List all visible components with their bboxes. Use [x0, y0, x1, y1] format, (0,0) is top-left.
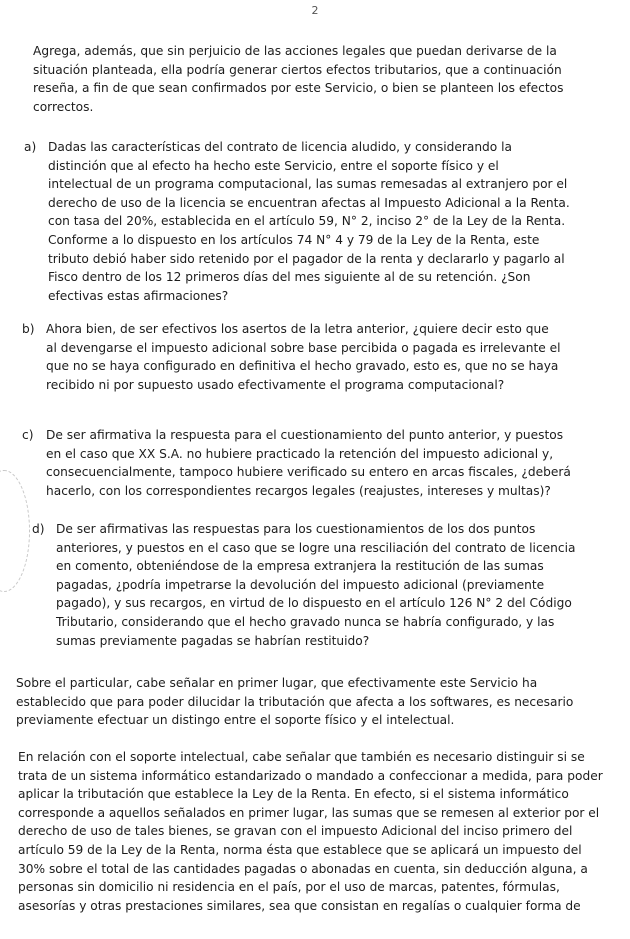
text-line	[22, 320, 610, 339]
text-line	[32, 520, 610, 539]
text-line: consecuencialmente, tampoco hubiere verificado su entero en arcas fiscales, ¿deberá	[46, 465, 571, 480]
text-line: situación planteada, ella podría generar ciertos efectos tributarios, que a continuación	[33, 62, 562, 77]
item-marker: a)	[24, 140, 37, 154]
text-line: artículo 59 de la Ley de la Renta, norma ésta que establece que se aplicará un impuesto del	[18, 842, 582, 857]
relacion-paragraph	[18, 748, 610, 915]
text-line: con tasa del 20%, establecida en el artículo 59, N° 2, inciso 2° de la Ley de la Renta.	[48, 214, 566, 229]
text-line: aplicar la tributación que establece la Ley de la Renta. En efecto, si el sistema informático	[18, 787, 569, 802]
text-line: Sobre el particular, cabe señalar en primer lugar, que efectivamente este Servicio ha	[16, 676, 538, 690]
text-line: Conforme a lo dispuesto en los artículos 74 N° 4 y 79 de la Ley de la Renta, este	[48, 232, 540, 247]
text-line: 30% sobre el total de las cantidades pagadas o abonadas en cuenta, sin deducción alguna, a	[18, 861, 588, 876]
text-line: establecido que para poder dilucidar la tributación que afecta a los softwares, es necesario	[16, 694, 574, 709]
text-line	[24, 138, 610, 157]
text-line: asesorías y otras prestaciones similares, sea que consistan en regalías o cualquier forma de	[18, 898, 581, 913]
text-line-content: Ahora bien, de ser efectivos los asertos de la letra anterior, ¿quiere decir esto que	[46, 322, 549, 336]
page-number: 2	[311, 4, 319, 17]
text-line-content: De ser afirmativa la respuesta para el cuestionamiento del punto anterior, y puestos	[46, 428, 564, 442]
item-marker: b)	[22, 322, 35, 336]
text-line: distinción que al efecto ha hecho este Servicio, entre el soporte físico y el	[48, 158, 499, 173]
item-marker: c)	[22, 428, 34, 442]
text-line: Agrega, además, que sin perjuicio de las acciones legales que puedan derivarse de la	[33, 44, 557, 58]
item-d-paragraph	[32, 520, 610, 650]
text-line: derecho de uso de la licencia se encuentran afectas al Impuesto Adicional a la Renta.	[48, 195, 570, 210]
text-line: reseña, a fin de que sean confirmados por este Servicio, o bien se planteen los efectos	[33, 81, 564, 96]
text-line: que no se haya configurado en definitiva el hecho gravado, esto es, que no se haya	[46, 359, 559, 374]
text-line: personas sin domicilio ni residencia en el país, por el uso de marcas, patentes, fórmulas,	[18, 880, 560, 895]
text-line: Tributario, considerando que el hecho gravado nunca se habría configurado, y las	[56, 614, 555, 629]
text-line: previamente efectuar un distingo entre el soporte físico y el intelectual.	[16, 713, 455, 728]
text-line: hacerlo, con los correspondientes recargos legales (reajustes, intereses y multas)?	[46, 483, 551, 498]
intro-paragraph	[33, 42, 610, 116]
text-line: al devengarse el impuesto adicional sobre base percibida o pagada es irrelevante el	[46, 340, 561, 355]
item-marker: d)	[32, 522, 45, 536]
text-line: efectivas estas afirmaciones?	[48, 288, 229, 303]
text-line: intelectual de un programa computacional, las sumas remesadas al extranjero por el	[48, 177, 568, 192]
text-line: en el caso que XX S.A. no hubiere practicado la retención del impuesto adicional y,	[46, 446, 554, 461]
item-b-paragraph	[22, 320, 610, 394]
text-line-content: De ser afirmativas las respuestas para los cuestionamientos de los dos puntos	[56, 522, 536, 536]
text-line: derecho de uso de tales bienes, se gravan con el impuesto Adicional del inciso primero del	[18, 824, 573, 839]
text-line	[22, 426, 610, 445]
text-line: trata de un sistema informático estandarizado o mandado a confeccionar a medida, para poder	[18, 768, 603, 783]
text-line: anteriores, y puestos en el caso que se logre una resciliación del contrato de licencia	[56, 540, 576, 555]
text-line: sumas previamente pagadas se habrían restituido?	[56, 633, 370, 648]
text-line: en comento, obteniéndose de la empresa extranjera la restitución de las sumas	[56, 559, 544, 574]
text-line: recibido ni por supuesto usado efectivamente el programa computacional?	[46, 377, 505, 392]
text-line: En relación con el soporte intelectual, cabe señalar que también es necesario distinguir si se	[18, 750, 585, 764]
text-line: corresponde a aquellos señalados en primer lugar, las sumas que se remesen al exterior por el	[18, 805, 600, 820]
text-line: pagadas, ¿podría impetrarse la devolución del impuesto adicional (previamente	[56, 577, 545, 592]
text-line: Fisco dentro de los 12 primeros días del mes siguiente al de su retención. ¿Son	[48, 270, 531, 285]
text-line: pagado), y sus recargos, en virtud de lo dispuesto en el artículo 126 N° 2 del Código	[56, 596, 572, 611]
item-a-paragraph	[24, 138, 610, 305]
item-c-paragraph	[22, 426, 610, 500]
text-line-content: Dadas las características del contrato de licencia aludido, y considerando la	[48, 140, 512, 154]
sobre-paragraph	[16, 674, 610, 730]
text-line: correctos.	[33, 99, 94, 114]
text-line: tributo debió haber sido retenido por el pagador de la renta y declararlo y pagarlo al	[48, 251, 565, 266]
